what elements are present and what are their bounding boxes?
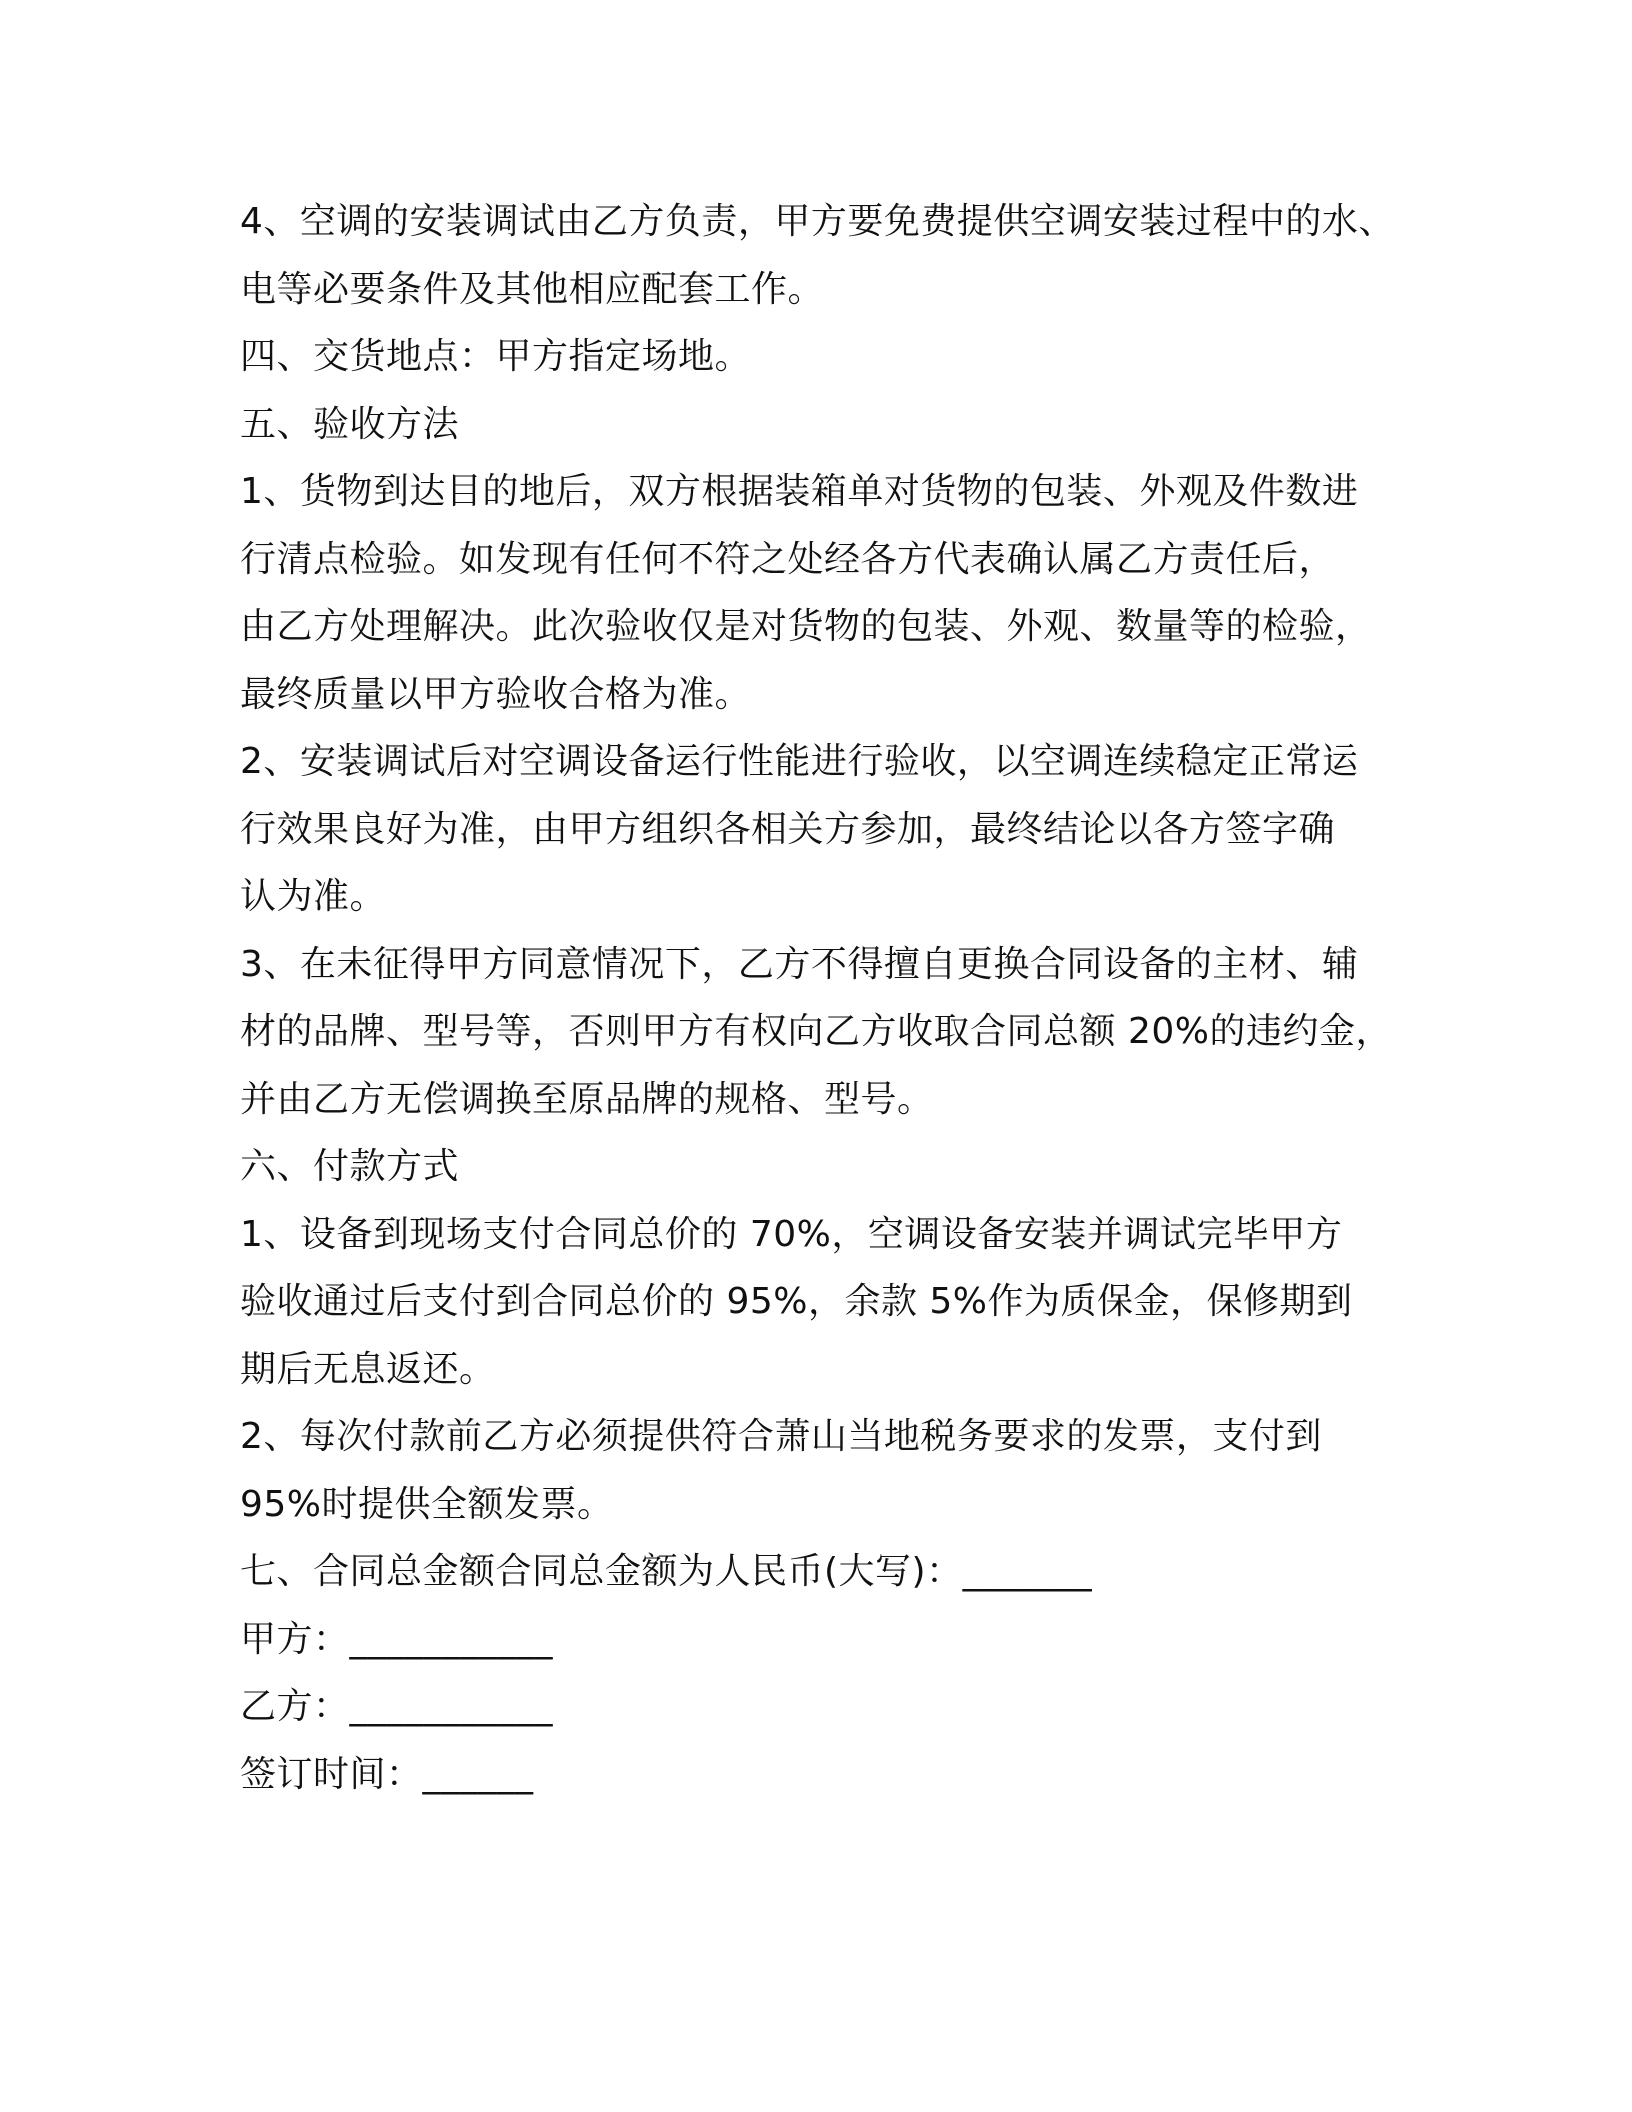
signing-date: 签订时间：______ (240, 1753, 534, 1795)
section-5-heading: 五、验收方法 (240, 403, 460, 445)
section-5-item-1-line-3: 由乙方处理解决。此次验收仅是对货物的包装、外观、数量等的检验， (240, 606, 1372, 647)
section-7-total-amount: 七、合同总金额合同总金额为人民币(大写)：_______ (240, 1551, 1093, 1592)
party-b-signature: 乙方：___________ (240, 1686, 554, 1727)
section-5-item-3-line-2: 材的品牌、型号等，否则甲方有权向乙方收取合同总额 20%的违约金， (240, 1011, 1392, 1052)
contract-text (240, 188, 1400, 1808)
section-6-item-2-line-1: 2、每次付款前乙方必须提供符合萧山当地税务要求的发票，支付到 (240, 1416, 1322, 1457)
section-6-item-1-line-2: 验收通过后支付到合同总价的 95%，余款 5%作为质保金，保修期到 (240, 1281, 1353, 1322)
section-6-item-1-line-1: 1、设备到现场支付合同总价的 70%，空调设备安装并调试完毕甲方 (240, 1213, 1343, 1255)
section-5-item-1-line-2: 行清点检验。如发现有任何不符之处经各方代表确认属乙方责任后， (240, 538, 1336, 580)
section-5-item-3-line-1: 3、在未征得甲方同意情况下，乙方不得擅自更换合同设备的主材、辅 (240, 943, 1359, 985)
section-6-item-1-line-3: 期后无息返还。 (240, 1348, 496, 1390)
section-5-item-3-line-3: 并由乙方无偿调换至原品牌的规格、型号。 (240, 1078, 934, 1120)
section-5-item-1-line-1: 1、货物到达目的地后，双方根据装箱单对货物的包装、外观及件数进 (240, 471, 1359, 512)
section-5-item-2-line-3: 认为准。 (240, 876, 387, 917)
party-a-signature: 甲方：___________ (240, 1618, 554, 1660)
section-5-item-2-line-2: 行效果良好为准，由甲方组织各相关方参加，最终结论以各方签字确 (240, 808, 1336, 850)
section-5-item-2-line-1: 2、安装调试后对空调设备运行性能进行验收，以空调连续稳定正常运 (240, 741, 1359, 782)
section-4-delivery-location: 四、交货地点：甲方指定场地。 (240, 336, 752, 377)
section-5-item-1-line-4: 最终质量以甲方验收合格为准。 (240, 673, 752, 715)
section-6-item-2-line-2: 95%时提供全额发票。 (240, 1483, 614, 1525)
clause-4-line-2: 电等必要条件及其他相应配套工作。 (240, 268, 825, 310)
section-6-heading: 六、付款方式 (240, 1146, 460, 1187)
clause-4-line-1: 4、空调的安装调试由乙方负责，甲方要免费提供空调安装过程中的水、 (240, 201, 1395, 242)
